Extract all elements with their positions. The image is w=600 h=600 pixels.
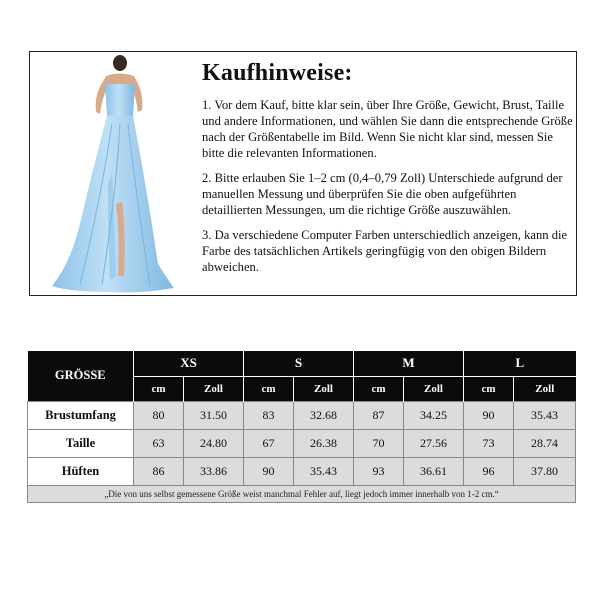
note-paragraph-1: 1. Vor dem Kauf, bitte klar sein, über Ihre Größe, Gewicht, Brust, Taille und andere Informationen, und wählen Sie dann die entsprechende Größe nach der Größentabelle im Bild. Wenn Sie nicht klar sind, messen Sie bitte die relevanten Informationen. [202, 98, 573, 160]
table-cell: 37.80 [514, 457, 576, 485]
table-cell: 24.80 [184, 429, 244, 457]
size-column-header: GRÖSSE [28, 351, 134, 401]
unit-cm-header: cm [244, 376, 294, 401]
table-cell: 73 [464, 429, 514, 457]
table-cell: 93 [354, 457, 404, 485]
table-cell: 33.86 [184, 457, 244, 485]
table-cell: 86 [134, 457, 184, 485]
table-cell: 26.38 [294, 429, 354, 457]
measurement-note: „Die von uns selbst gemessene Größe weist manchmal Fehler auf, liegt jedoch immer innerhalb von 1-2 cm.“ [28, 485, 576, 502]
table-cell: 34.25 [404, 401, 464, 429]
row-label-waist: Taille [28, 429, 134, 457]
purchase-notes-box [29, 51, 577, 296]
dress-image [50, 54, 175, 294]
row-label-hips: Hüften [28, 457, 134, 485]
note-paragraph-3: 3. Da verschiedene Computer Farben unterschiedlich anzeigen, kann die Farbe des tatsächlichen Artikels geringfügig von den obigen Bildern abweichen. [202, 228, 568, 274]
purchase-notes-text [202, 60, 574, 284]
unit-cm-header: cm [354, 376, 404, 401]
table-cell: 32.68 [294, 401, 354, 429]
table-cell: 27.56 [404, 429, 464, 457]
table-cell: 80 [134, 401, 184, 429]
table-cell: 67 [244, 429, 294, 457]
measurement-note-row [28, 485, 576, 502]
row-label-bust: Brustumfang [28, 401, 134, 429]
size-m-header: M [354, 351, 464, 376]
table-row [28, 429, 576, 457]
table-row [28, 401, 576, 429]
table-cell: 36.61 [404, 457, 464, 485]
table-cell: 87 [354, 401, 404, 429]
table-cell: 63 [134, 429, 184, 457]
table-cell: 31.50 [184, 401, 244, 429]
size-s-header: S [244, 351, 354, 376]
table-cell: 35.43 [294, 457, 354, 485]
size-header-row [28, 351, 576, 376]
unit-cm-header: cm [134, 376, 184, 401]
unit-cm-header: cm [464, 376, 514, 401]
table-cell: 83 [244, 401, 294, 429]
table-cell: 35.43 [514, 401, 576, 429]
table-row [28, 457, 576, 485]
note-paragraph-2: 2. Bitte erlauben Sie 1–2 cm (0,4–0,79 Zoll) Unterschiede aufgrund der manuellen Messung und überprüfen Sie die oben aufgeführten detaillierten Messungen, um die richtige Größe auszuwählen. [202, 171, 563, 217]
table-cell: 90 [464, 401, 514, 429]
table-cell: 96 [464, 457, 514, 485]
unit-zoll-header: Zoll [514, 376, 576, 401]
unit-zoll-header: Zoll [294, 376, 354, 401]
table-cell: 28.74 [514, 429, 576, 457]
unit-zoll-header: Zoll [404, 376, 464, 401]
size-chart-table [27, 351, 576, 503]
size-xs-header: XS [134, 351, 244, 376]
notes-title: Kaufhinweise: [202, 60, 353, 86]
table-cell: 90 [244, 457, 294, 485]
table-cell: 70 [354, 429, 404, 457]
size-l-header: L [464, 351, 576, 376]
unit-zoll-header: Zoll [184, 376, 244, 401]
